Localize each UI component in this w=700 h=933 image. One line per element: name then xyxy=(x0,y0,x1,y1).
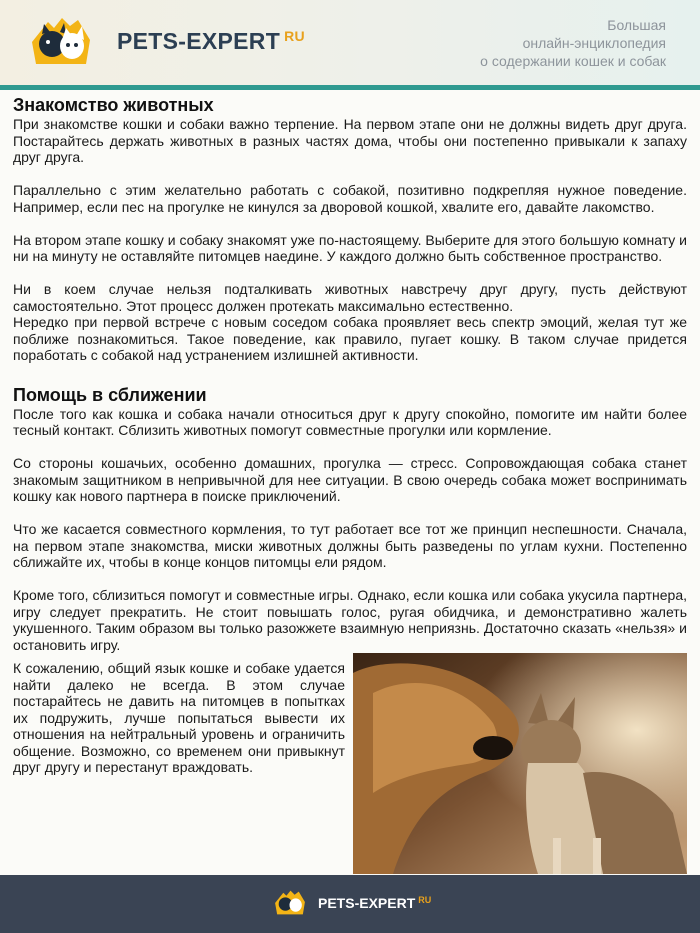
brand-suffix: RU xyxy=(284,28,305,44)
paragraph: К сожалению, общий язык кошке и собаке удается найти далеко не всегда. В этом случае постарайтесь не давить на питомцев в попытках их подружить, лучше попытаться вывести их отношения на нейтральный уровень и ограничить общение. Возможно, со временем они привыкнут друг другу и перестанут враждовать. xyxy=(13,660,345,775)
paragraph: Кроме того, сблизиться помогут и совместные игры. Однако, если кошка или собака укусила партнера, игру следует прекратить. Не стоит повышать голос, ругая обидчика, и демонстративно жалеть укушенного. Таким образом вы только разожжете взаимную неприязнь. Достаточно сказать «нельзя» и остановить игру. xyxy=(13,587,687,653)
site-header xyxy=(0,0,700,85)
section-heading: Знакомство животных xyxy=(13,95,214,115)
tagline-line-2: онлайн-энциклопедия xyxy=(522,35,666,51)
article-body xyxy=(13,94,687,874)
site-tagline xyxy=(480,16,666,70)
footer-logo-icon[interactable] xyxy=(272,885,308,921)
header-divider xyxy=(0,85,700,90)
paragraph: При знакомстве кошки и собаки важно терпение. На первом этапе они не должны видеть друг друга. Постарайтесь держать животных в разных частях дома, чтобы они постепенно привыкали к запаху друг друга. xyxy=(13,116,687,165)
paragraph: Ни в коем случае нельзя подталкивать животных навстречу друг другу, пусть действуют самостоятельно. Этот процесс должен протекать максимально естественно. xyxy=(13,281,687,314)
paragraph: Что же касается совместного кормления, то тут работает все тот же принцип неспешности. Сначала, на первом этапе знакомства, миски животных должны быть разведены по углам кухни. Постепенно сближайте их, чтобы в конце концов питомцы ели рядом. xyxy=(13,521,687,570)
tagline-line-1: Большая xyxy=(607,17,666,33)
dog-cat-photo xyxy=(353,653,687,874)
paragraph: Со стороны кошачьих, особенно домашних, прогулка — стресс. Сопровождающая собака станет знакомым защитником в непривычной для нее ситуации. В свою очередь собака может воспринимать кошку как нового партнера в поиске приключений. xyxy=(13,455,687,504)
footer-brand-text: PETS-EXPERT xyxy=(318,895,416,911)
tagline-line-3: о содержании кошек и собак xyxy=(480,53,666,69)
paragraph: На втором этапе кошку и собаку знакомят уже по-настоящему. Выберите для этого большую комнату и ни на минуту не оставляйте питомцев наедине. У каждого должно быть собственное пространство. xyxy=(13,231,687,264)
brand-name[interactable] xyxy=(117,28,305,55)
paragraph: После того как кошка и собака начали относиться друг к другу спокойно, помогите им найти более тесный контакт. Сблизить животных помогут совместные прогулки или кормление. xyxy=(13,405,687,438)
footer-brand[interactable] xyxy=(318,895,431,911)
paragraph: Нередко при первой встрече с новым соседом собака проявляет весь спектр эмоций, желая тут же поближе познакомиться. Такое поведение, как правило, пугает кошку. В таком случае придется поработать с собакой над устранением излишней активности. xyxy=(13,314,687,363)
section-heading: Помощь в сближении xyxy=(13,384,207,405)
paragraph: Параллельно с этим желательно работать с собакой, позитивно подкрепляя нужное поведение. Например, если пес на прогулке не кинулся за дворовой кошкой, хвалите его, давайте лакомство. xyxy=(13,182,687,215)
brand-text: PETS-EXPERT xyxy=(117,28,281,54)
image-text-block xyxy=(13,660,687,776)
footer-brand-suffix: RU xyxy=(418,895,432,905)
logo-cat-dog-icon[interactable] xyxy=(26,14,96,70)
site-footer xyxy=(0,875,700,933)
